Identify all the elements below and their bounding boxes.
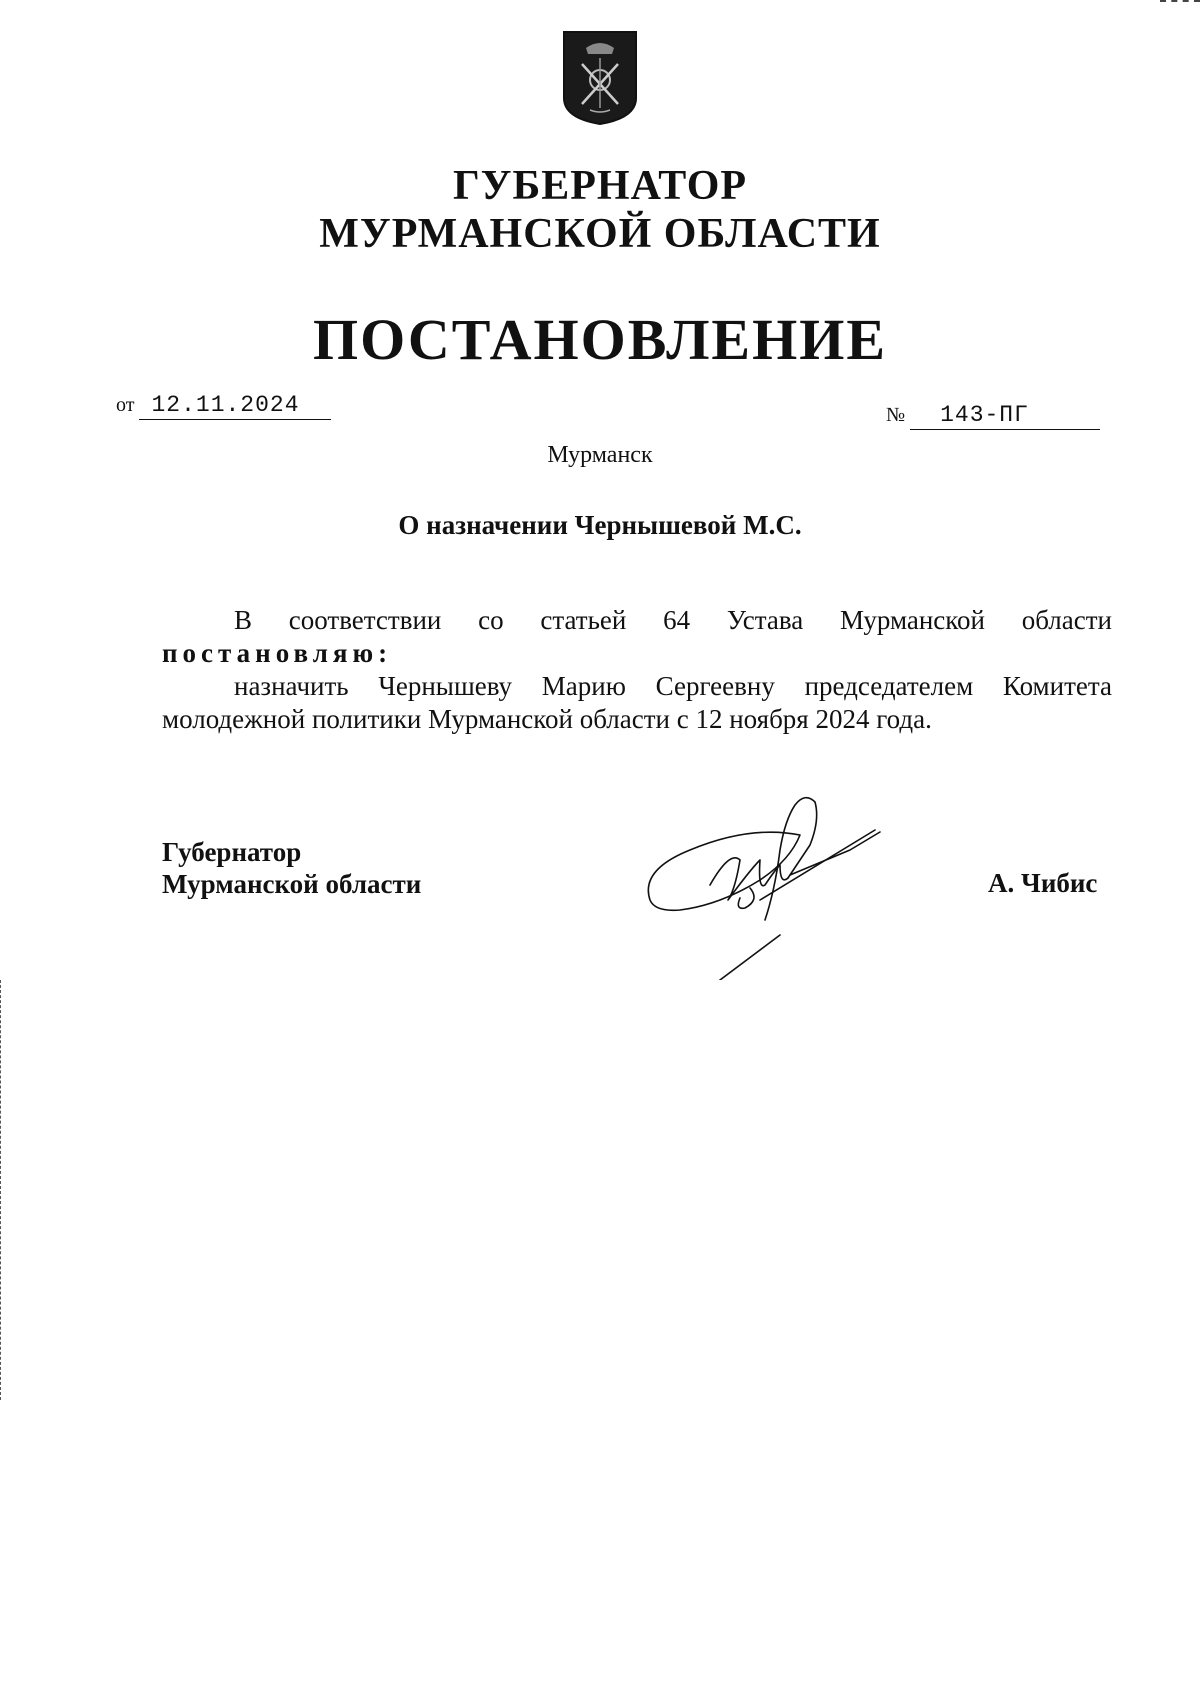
number-row: [886, 402, 1100, 430]
authority-title-line1: ГУБЕРНАТОР: [452, 163, 748, 209]
number-prefix: №: [886, 404, 906, 426]
signatory-name: А. Чибис: [988, 868, 1098, 898]
body-paragraph-1: В соответствии со статьей 64 Устава Мурманской области: [234, 605, 1112, 635]
scan-artifact-edge: [0, 980, 3, 1400]
date-value: 12.11.2024: [139, 392, 331, 420]
signatory-title: [162, 836, 421, 900]
city-name: Мурманск: [547, 442, 653, 468]
signatory-title-line2: Мурманской области: [162, 869, 422, 899]
handwritten-signature: [640, 790, 900, 980]
number-value: 143-ПГ: [910, 402, 1100, 430]
coat-of-arms-icon: [560, 28, 640, 126]
date-row: [116, 392, 331, 420]
body-paragraph-2-line2: молодежной политики Мурманской области с 12 ноября 2024 года.: [162, 704, 932, 734]
document-body: [162, 604, 1112, 736]
document-type-title: ПОСТАНОВЛЕНИЕ: [312, 307, 888, 372]
decree-word: постановляю:: [162, 638, 393, 668]
document-subject: О назначении Чернышевой М.С.: [398, 510, 802, 540]
signatory-title-line1: Губернатор: [162, 837, 302, 867]
date-prefix: от: [116, 394, 135, 416]
authority-title-line2: МУРМАНСКОЙ ОБЛАСТИ: [319, 211, 881, 257]
body-paragraph-2-line1: назначить Чернышеву Марию Сергеевну председателем Комитета: [234, 671, 1112, 701]
scan-artifact-corner: [1160, 0, 1200, 6]
